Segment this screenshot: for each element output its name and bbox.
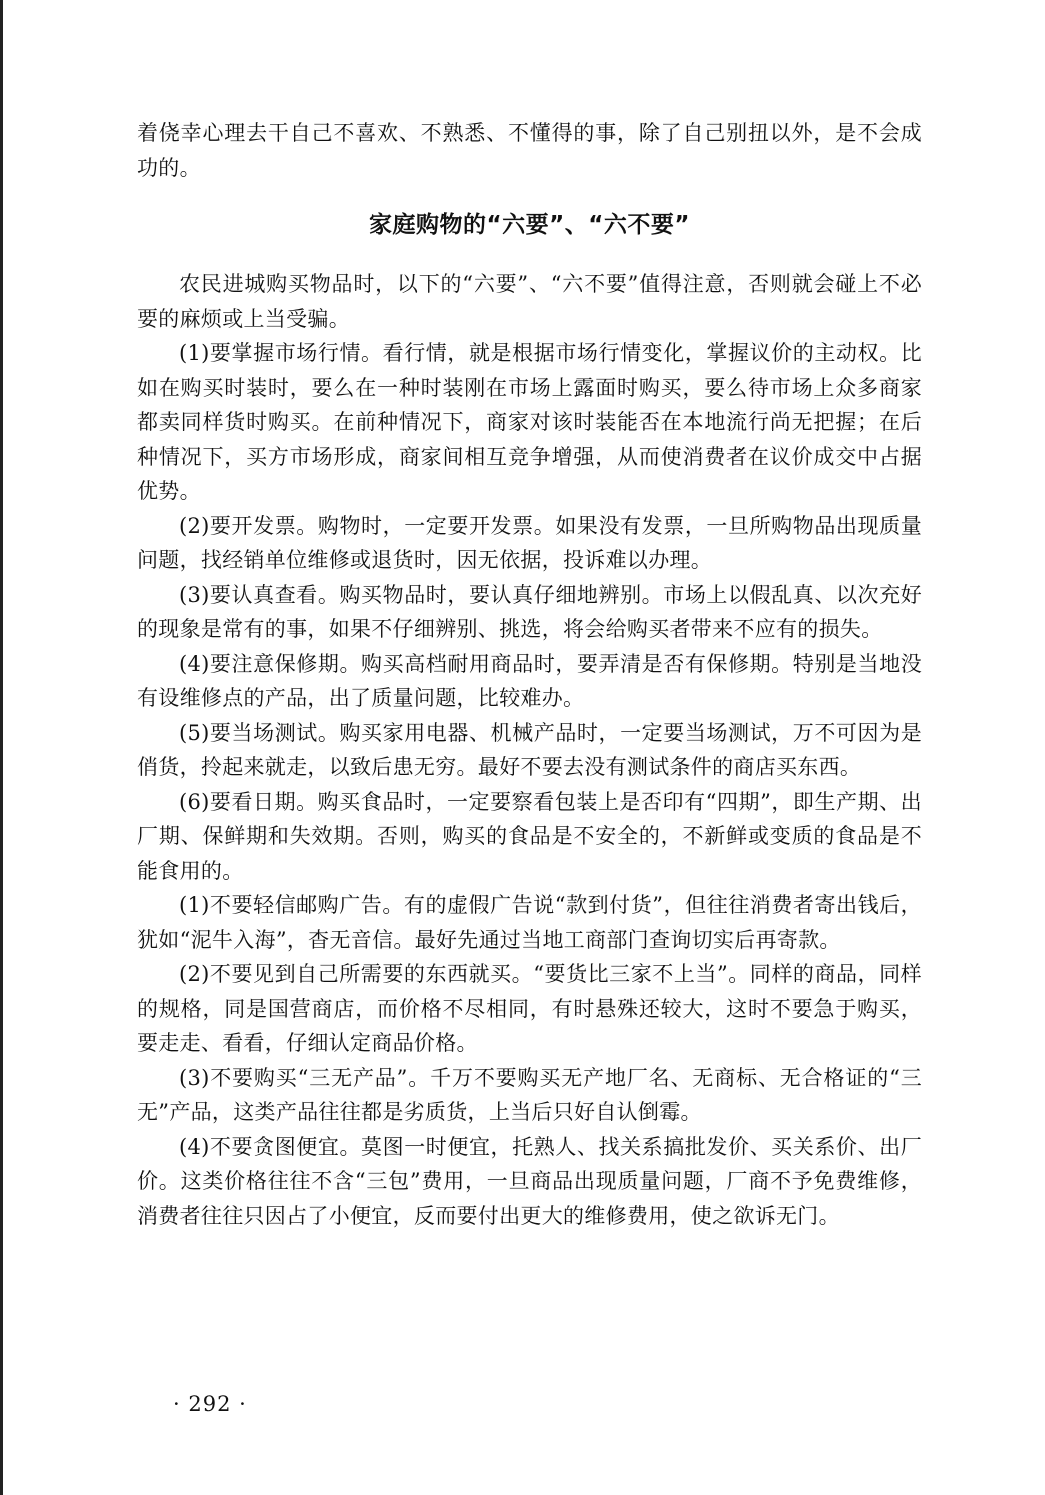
item-paragraph-dont-2: (2)不要见到自己所需要的东西就买。“要货比三家不上当”。同样的商品，同样的规格，同是国营商店，而价格不尽相同，有时悬殊还较大，这时不要急于购买，要走走、看看，仔细认定商品价格。 [137,962,922,1055]
page-number: · 292 · [173,1392,247,1416]
item-paragraph-do-4: (4)要注意保修期。购买高档耐用商品时，要弄清是否有保修期。特别是当地没有设维修点的产品，出了质量问题，比较难办。 [137,651,922,710]
section-heading: 家庭购物的“六要”、“六不要” [369,212,690,238]
item-paragraph-do-3: (3)要认真查看。购买物品时，要认真仔细地辨别。市场上以假乱真、以次充好的现象是常有的事，如果不仔细辨别、挑选，将会给购买者带来不应有的损失。 [137,582,922,641]
page-body [137,116,922,1233]
item-paragraph-do-1: (1)要掌握市场行情。看行情，就是根据市场行情变化，掌握议价的主动权。比如在购买时装时，要么在一种时装刚在市场上露面时购买，要么待市场上众多商家都卖同样货时购买。在前种情况下，商家对该时装能否在本地流行尚无把握；在后种情况下，买方市场形成，商家间相互竞争增强，从而使消费者在议价成交中占据优势。 [137,341,922,503]
continuation-paragraph: 着侥幸心理去干自己不喜欢、不熟悉、不懂得的事，除了自己别扭以外，是不会成功的。 [137,121,922,180]
item-paragraph-do-6: (6)要看日期。购买食品时，一定要察看包装上是否印有“四期”，即生产期、出厂期、保鲜期和失效期。否则，购买的食品是不安全的，不新鲜或变质的食品是不能食用的。 [137,789,922,883]
item-paragraph-dont-3: (3)不要购买“三无产品”。千万不要购买无产地厂名、无商标、无合格证的“三无”产品，这类产品往往都是劣质货，上当后只好自认倒霉。 [137,1065,922,1124]
intro-paragraph: 农民进城购买物品时，以下的“六要”、“六不要”值得注意，否则就会碰上不必要的麻烦或上当受骗。 [137,272,922,331]
item-paragraph-do-2: (2)要开发票。购物时，一定要开发票。如果没有发票，一旦所购物品出现质量问题，找经销单位维修或退货时，因无依据，投诉难以办理。 [137,513,922,572]
item-paragraph-do-5: (5)要当场测试。购买家用电器、机械产品时，一定要当场测试，万不可因为是俏货，拎起来就走，以致后患无穷。最好不要去没有测试条件的商店买东西。 [137,720,922,779]
page-left-border [0,0,3,1495]
item-paragraph-dont-1: (1)不要轻信邮购广告。有的虚假广告说“款到付货”，但往往消费者寄出钱后，犹如“泥牛入海”，杳无音信。最好先通过当地工商部门查询切实后再寄款。 [137,893,922,952]
item-paragraph-dont-4: (4)不要贪图便宜。莫图一时便宜，托熟人、找关系搞批发价、买关系价、出厂价。这类价格往往不含“三包”费用，一旦商品出现质量问题，厂商不予免费维修，消费者往往只因占了小便宜，反而要付出更大的维修费用，使之欲诉无门。 [137,1134,922,1228]
